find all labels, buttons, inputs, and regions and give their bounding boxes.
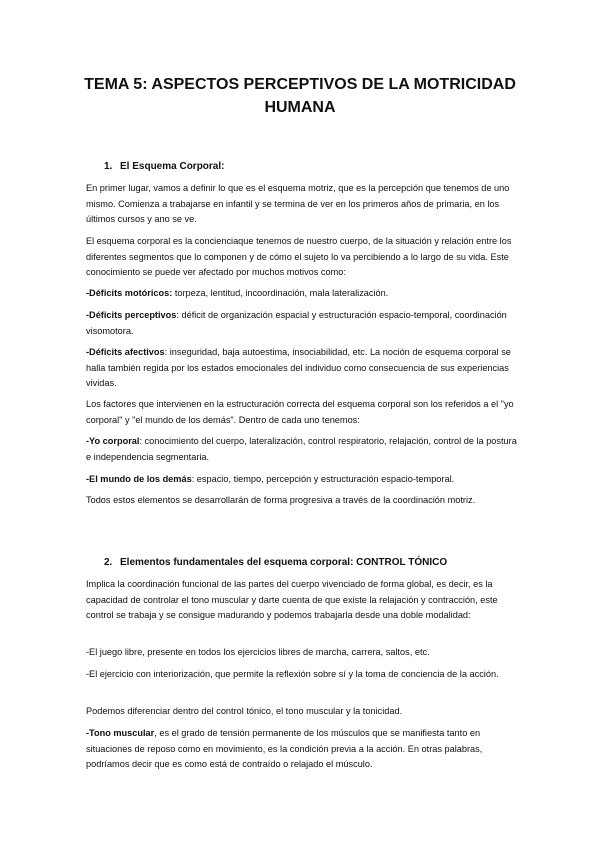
s1-item-deficits-perceptivos: [86, 308, 518, 339]
section-2-title: Elementos fundamentales del esquema corporal: CONTROL TÓNICO: [120, 557, 448, 568]
s1-item-deficits-motoricos: [86, 286, 518, 302]
section-2-number: 2.: [104, 557, 113, 568]
s1-paragraph-3: Los factores que intervienen en la estructuración correcta del esquema corporal son los referidos a el "yo corporal" y "el mundo de los demás". Dentro de cada uno tenemos:: [86, 399, 514, 425]
s1-item-4-text: : conocimiento del cuerpo, lateralización, control respiratorio, relajación, control de la postura e independencia segmentaria.: [86, 436, 517, 462]
s1-paragraph-1: En primer lugar, vamos a definir lo que es el esquema motriz, que es la percepción que tenemos de uno mismo. Comienza a trabajarse en infantil y se termina de ver en los primeros años de primaria, en los últimos cursos y ano se ve.: [86, 183, 510, 225]
s1-item-3-label: -Déficits afectivos: [86, 347, 165, 357]
s1-item-1-label: -Déficits motóricos:: [86, 288, 173, 298]
s1-paragraph-4: Todos estos elementos se desarrollarán de forma progresiva a través de la coordinación motriz.: [86, 495, 476, 505]
s2-item-tono-muscular: [86, 726, 518, 773]
document-title: TEMA 5: ASPECTOS PERCEPTIVOS DE LA MOTRICIDAD HUMANA: [84, 76, 516, 116]
s1-item-3-text: : inseguridad, baja autoestima, insociabilidad, etc. La noción de esquema corporal se halla también regida por los estados emocionales del individuo como consecuencia de sus experiencias vividas.: [86, 347, 511, 389]
section-1-title: El Esquema Corporal:: [120, 161, 225, 172]
section-1-number: 1.: [104, 161, 113, 172]
s1-item-deficits-afectivos: [86, 345, 518, 392]
s1-item-yo-corporal: [86, 434, 518, 465]
s2-item-1-label: -Tono muscular: [86, 728, 155, 738]
s1-item-4-label: -Yo corporal: [86, 436, 140, 446]
s1-item-2-text: : déficit de organización espacial y estructuración espacio-temporal, coordinación visomotora.: [86, 310, 507, 336]
section-1-heading: [104, 161, 224, 172]
s1-item-1-text: torpeza, lentitud, incoordinación, mala lateralización.: [172, 288, 389, 298]
s1-paragraph-2: El esquema corporal es la concienciaque tenemos de nuestro cuerpo, de la situación y relación entre los diferentes segmentos que lo componen y de cómo el sujeto lo va percibiendo a lo largo de su vida. Este conocimiento se puede ver afectado por muchos motivos como:: [86, 236, 512, 278]
s1-item-5-text: : espacio, tiempo, percepción y estructuración espacio-temporal.: [191, 474, 455, 484]
s2-item-1-text: , es el grado de tensión permanente de los músculos que se manifiesta tanto en situaciones de reposo como en movimiento, es la condición previa a la acción. En otras palabras, podríamos decir que es como está de contraído o relajado el músculo.: [86, 728, 483, 770]
s2-paragraph-3: -El ejercicio con interiorización, que permite la reflexión sobre sí y la toma de conciencia de la acción.: [86, 669, 499, 679]
s2-paragraph-2: -El juego libre, presente en todos los ejercicios libres de marcha, carrera, saltos, etc.: [86, 647, 430, 657]
s1-item-5-label: -El mundo de los demás: [86, 474, 192, 484]
s2-paragraph-1: Implica la coordinación funcional de las partes del cuerpo vivenciado de forma global, es decir, es la capacidad de controlar el tono muscular y darte cuenta de que existe la relajación y contracción, este control se trabaja y se consigue madurando y podemos trabajarla desde una doble modalidad:: [86, 579, 498, 621]
s2-paragraph-4: Podemos diferenciar dentro del control tónico, el tono muscular y la tonicidad.: [86, 706, 403, 716]
s1-item-mundo-demas: [86, 472, 518, 488]
section-2-heading: [104, 557, 447, 568]
s1-item-2-label: -Déficits perceptivos: [86, 310, 177, 320]
